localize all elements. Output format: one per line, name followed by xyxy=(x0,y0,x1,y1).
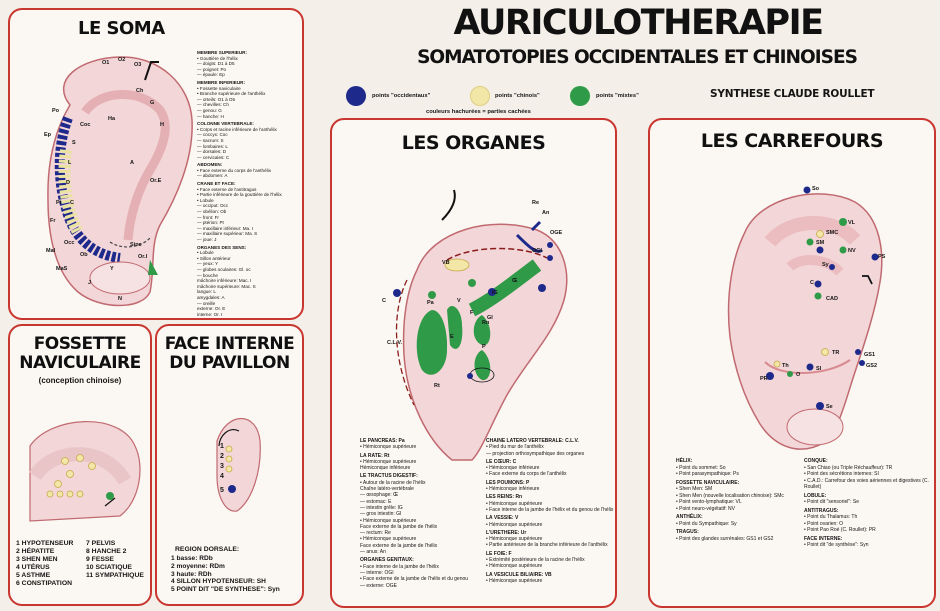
soma-ear-label: C xyxy=(70,200,74,206)
carrefours-legend-line: • Point neuro-végétatif: NV xyxy=(676,505,736,512)
organes-title: LES ORGANES xyxy=(401,132,546,154)
soma-legend-line: — chevilles: Ch xyxy=(197,102,229,108)
soma-legend-line: — bouche xyxy=(197,272,218,278)
legend-mixtes-dot xyxy=(570,86,590,106)
panel-carrefours xyxy=(648,118,936,608)
organes-legend-line: • Hémiconque supérieure xyxy=(486,500,543,507)
organes-legend-line: • Hémiconque supérieure xyxy=(486,536,543,543)
carrefours-legend-line: FACE INTERNE: xyxy=(804,535,843,542)
legend xyxy=(346,82,656,118)
soma-legend-line: MEMBRE SUPERIEUR: xyxy=(197,50,248,55)
fossette-item-line: 8 HANCHE 2 xyxy=(86,548,127,555)
soma-legend-line: • Sillon antérieur xyxy=(197,255,231,261)
organes-legend-line: — intestin grêle: IG xyxy=(360,504,403,511)
carrefours-col1 xyxy=(676,456,802,542)
soma-legend-line: — maxillaire inférieur: Ma. I xyxy=(197,225,253,231)
soma-ear-label: MaS xyxy=(56,266,68,272)
organes-legend-line: — anus: An xyxy=(360,549,386,556)
carrefours-title: LES CARREFOURS xyxy=(700,130,884,152)
organes-ear-label: VB xyxy=(442,260,450,266)
ear-number-2: 2 xyxy=(220,453,224,460)
soma-title: LE SOMA xyxy=(78,18,165,39)
carrefours-ear-label: GS1 xyxy=(864,352,876,358)
organes-legend-line: • Partie antérieure de la branche inférieure de l'anthélix xyxy=(486,542,608,549)
carrefours-ear-label: SMC xyxy=(826,230,839,236)
soma-legend-line: • Lobule xyxy=(197,197,214,203)
soma-ear-label: O3 xyxy=(134,62,142,68)
organes-legend-line: Hémiconque inférieure xyxy=(360,465,411,472)
carrefours-legend-line: • Point dit "de synthèse": Syn xyxy=(804,542,869,548)
soma-ear-label: A xyxy=(130,160,134,166)
soma-legend-line: — ptérion: Pt xyxy=(197,220,224,226)
soma-ear-label: Ob xyxy=(80,252,88,258)
carrefours-legend-line: • Point des glandes surrénales: GS1 et GS2 xyxy=(676,535,774,542)
soma-legend-line: — orteils: O1 à O5 xyxy=(197,96,236,102)
soma-legend-line: — hanche: H xyxy=(197,113,224,119)
ear-number-3: 3 xyxy=(220,463,224,470)
soma-legend-line: COLONNE VERTEBRALE: xyxy=(197,121,254,127)
soma-ear-label: H xyxy=(160,122,164,128)
soma-legend-line: — dorsales: D xyxy=(197,149,227,155)
organes-legend-line: • Face interne de la jambe de l'hélix xyxy=(360,563,439,570)
soma-legend-line: — cervicales: C xyxy=(197,154,230,160)
panel-soma xyxy=(8,8,304,320)
soma-ear-label: Occ xyxy=(64,240,75,246)
hatch-note: couleurs hachurées = parties cachées xyxy=(426,109,531,115)
author: SYNTHESE CLAUDE ROULLET xyxy=(710,88,875,100)
organes-legend-line: — projection orthosympathique des organes xyxy=(486,450,585,457)
carrefours-ear-label: Se xyxy=(826,404,833,410)
soma-ear-label: Or.E xyxy=(150,178,162,184)
ear-number-4: 4 xyxy=(220,473,224,480)
carrefours-legend-line: HÉLIX: xyxy=(676,458,693,464)
soma-legend-line: — coccyx: Coc xyxy=(197,132,228,138)
organes-ear-label: Pa xyxy=(427,300,434,306)
organes-legend-line: LES REINS: Rn xyxy=(486,494,523,501)
fossette-title-2: NAVICULAIRE xyxy=(19,353,141,373)
carrefours-legend-line: • Point des sécrétions internes: SI xyxy=(804,471,879,477)
soma-ear-label: Ha xyxy=(108,116,116,122)
carrefours-legend-line: • Shen Men (nouvelle localisation chinoise): SMc xyxy=(676,492,784,499)
carrefours-legend-line: • Point ovarien: O xyxy=(804,520,843,527)
carrefours-ear-illustration xyxy=(650,162,936,452)
legend-occidental-label: points "occidentaux" xyxy=(372,93,431,99)
carrefours-ear-label: PR xyxy=(760,376,768,382)
fossette-item-line: 10 SCIATIQUE xyxy=(86,564,132,571)
face-interne-item-line: 4 SILLON HYPOTENSEUR: SH xyxy=(171,578,266,586)
carrefours-legend-line: • San Chiao (ou Triple Réchauffeur): TR xyxy=(804,464,893,471)
soma-legend-line: — front: Fr xyxy=(197,214,219,220)
organes-ear-label: E xyxy=(450,334,454,340)
soma-legend-line: • Face externe du corps de l'anthélix xyxy=(197,167,271,173)
soma-legend-line: • Partie inférieure de la gouttière de l'hélix xyxy=(197,192,282,198)
carrefours-legend-line: • Point Pao Roé (C. Roullet): PR xyxy=(804,527,876,533)
face-interne-list xyxy=(171,555,304,594)
carrefours-legend-line: ANTITRAGUS: xyxy=(804,507,839,514)
soma-ear-label: Ch xyxy=(136,88,144,94)
organes-legend-line: LA RATE: Rt xyxy=(360,452,390,459)
face-interne-item-line: 3 haute: RDh xyxy=(171,570,212,578)
fossette-item-line: 6 CONSTIPATION xyxy=(16,580,73,587)
organes-legend-line: • Hémiconque supérieure xyxy=(360,458,417,465)
organes-legend-line: ORGANES GENITAUX: xyxy=(360,557,414,564)
soma-legend-line: — globes oculaires: Gl. oc xyxy=(197,266,251,272)
soma-ear-label: O2 xyxy=(118,57,126,63)
organes-legend-line: • Autour de la racine de l'hélix xyxy=(360,479,426,486)
organes-ear-label: P xyxy=(482,344,486,350)
organes-legend-line: Face externe de la jambe de l'hélix xyxy=(360,523,438,530)
ear-number-5: 5 xyxy=(220,487,224,494)
main-subtitle: SOMATOTOPIES OCCIDENTALES ET CHINOISES xyxy=(417,47,857,68)
soma-legend-line: • Gouttière de l'hélix xyxy=(197,55,238,61)
carrefours-legend-line: • Shen Men: SM xyxy=(676,486,713,492)
carrefours-ear-label: SI xyxy=(816,366,822,372)
face-interne-illustration xyxy=(157,401,304,531)
face-interne-ear-numbers xyxy=(220,442,224,496)
organes-legend-line: • Hémiconque supérieure xyxy=(360,444,417,451)
organes-ear-label: OGE xyxy=(550,230,563,236)
soma-legend-line: mâchoire inférieure: Mac. I xyxy=(197,278,252,284)
organes-ear-label: C.L.V. xyxy=(387,340,403,346)
region-dorsale-title: REGION DORSALE: xyxy=(175,546,240,553)
organes-legend-line: • Hémiconque inférieure xyxy=(486,486,540,493)
organes-ear-label: OGI xyxy=(532,248,543,254)
soma-legend-line: • Lobule xyxy=(197,250,214,256)
carrefours-legend-line: • C.A.D.: Carrefour des voies aériennes et digestives (C. Roullet) xyxy=(804,477,929,490)
organes-legend-line: LES POUMONS: P xyxy=(486,479,530,486)
soma-ear-label: Coc xyxy=(80,122,91,128)
soma-ear-label: N xyxy=(118,296,122,302)
carrefours-legend-line: • Point du Sympathique: Sy xyxy=(676,520,737,527)
organes-legend-line: — externe: OGE xyxy=(360,582,397,589)
soma-legend-line: ABDOMEN: xyxy=(197,162,223,168)
carrefours-legend-line: ANTHÉLIX: xyxy=(676,514,703,520)
fossette-title-1: FOSSETTE xyxy=(33,334,127,354)
panel-fossette xyxy=(8,324,152,606)
soma-legend-line: — sacrum: S xyxy=(197,137,224,143)
carrefours-ear-label: Th xyxy=(782,363,789,369)
soma-legend-line: • Branche supérieure de l'anthélix xyxy=(197,91,266,97)
organes-col2 xyxy=(486,436,614,584)
soma-legend-line: externe: Or. E xyxy=(197,306,226,312)
fossette-subtitle: (conception chinoise) xyxy=(38,376,122,385)
carrefours-ear-label: SM xyxy=(816,240,825,246)
legend-occidental-dot xyxy=(346,86,366,106)
soma-legend-line: CRANE ET FACE: xyxy=(197,181,236,187)
organes-legend-line: • Face externe de la jambe de l'hélix et du genou xyxy=(360,576,469,583)
fossette-list-2 xyxy=(86,540,152,580)
carrefours-ear-label: O xyxy=(796,372,801,378)
fossette-illustration xyxy=(10,406,152,536)
organes-legend-line: • Hémiconque supérieure xyxy=(360,517,417,524)
soma-ear-label: Or.I xyxy=(138,254,148,260)
soma-ear-label: S xyxy=(72,140,76,146)
soma-legend-line: — genou: G xyxy=(197,107,222,113)
legend-chinois-label: points "chinois" xyxy=(495,93,540,99)
organes-legend-line: LE TRACTUS DIGESTIF: xyxy=(360,473,418,480)
organes-legend-line: • Hémiconque supérieure xyxy=(486,563,543,570)
organes-ear-label: V xyxy=(457,298,461,304)
organes-legend-line: L'URETHERE: Ur xyxy=(486,529,527,536)
panel-face-interne xyxy=(155,324,304,606)
organes-col1 xyxy=(360,436,488,589)
fossette-item-line: 11 SYMPATHIQUE xyxy=(86,572,144,579)
organes-ear-label: Rn xyxy=(482,320,490,326)
soma-legend-line: MEMBRE INFERIEUR: xyxy=(197,79,245,85)
fossette-item-line: 7 PELVIS xyxy=(86,540,116,547)
face-interne-item-line: 1 basse: RDb xyxy=(171,555,213,562)
organes-legend-line: • Hémiconque supérieure xyxy=(486,577,543,584)
soma-legend-line: — abdomen: A xyxy=(197,173,228,179)
organes-legend-line: • Extrémité postérieure de la racine de l'hélix xyxy=(486,557,585,564)
soma-legend-line: — poignet: Po xyxy=(197,66,227,72)
soma-legend-line: ORGANES DES SENS: xyxy=(197,244,247,250)
panel-organes xyxy=(330,118,617,608)
fossette-item-line: 4 UTÉRUS xyxy=(16,564,50,571)
soma-legend-line: — obélion: Ob xyxy=(197,209,227,215)
soma-legend-line: mâchoire supérieure: Mac. S xyxy=(197,283,256,289)
organes-legend-line: LA VESICULE BILIAIRE: VB xyxy=(486,571,552,578)
soma-ear-label: Ep xyxy=(44,132,52,138)
organes-legend-line: • Face externe du corps de l'anthélix xyxy=(486,471,567,478)
fossette-item-line: 5 ASTHME xyxy=(16,572,51,579)
organes-legend-line: LE FOIE: F xyxy=(486,550,512,557)
organes-legend-line: — œsophage: Œ xyxy=(360,492,399,499)
soma-legend-line: — épaule: Ep xyxy=(197,72,225,78)
soma-legend-line: — nez: N xyxy=(197,317,217,320)
organes-legend-line: • Hémiconque inférieure xyxy=(486,465,540,472)
soma-ear-label: Fr xyxy=(50,218,56,224)
carrefours-legend-line: • Point du Thalamus: Th xyxy=(804,514,858,520)
soma-ear-label: D xyxy=(66,180,70,186)
soma-legend-line: — occiput: Occ xyxy=(197,203,229,209)
face-interne-item-line: 2 moyenne: RDm xyxy=(171,562,225,570)
soma-legend-line: — oreille xyxy=(197,300,216,306)
fossette-list-1 xyxy=(16,540,88,588)
organes-legend-line: • Hémiconque supérieure xyxy=(360,536,417,543)
carrefours-legend-line: • Point parasympathique: Ps xyxy=(676,471,739,477)
carrefours-legend-line: • Point du sommet: So xyxy=(676,464,726,471)
legend-chinois-dot xyxy=(470,86,490,106)
soma-ear-label: G xyxy=(150,100,155,106)
main-title: AURICULOTHERAPIE xyxy=(453,3,823,43)
soma-legend-line: — maxillaire supérieur: Ma. S xyxy=(197,231,258,237)
organes-legend-line: Chaîne latéro-vertébrale xyxy=(360,486,414,493)
carrefours-legend-line: TRAGUS: xyxy=(676,529,699,535)
carrefours-ear-label: C xyxy=(810,280,814,286)
legend-mixtes-label: points "mixtes" xyxy=(596,93,639,99)
soma-ear-label: L xyxy=(68,160,72,166)
organes-legend-line: LA VESSIE: V xyxy=(486,515,519,522)
organes-ear-label: GI xyxy=(487,315,493,321)
soma-legend-line: langue: L xyxy=(197,289,216,295)
carrefours-ear-label: VL xyxy=(848,220,856,226)
organes-ear-label: IG xyxy=(492,290,498,296)
soma-ear-label: O1 xyxy=(102,60,110,66)
organes-legend-line: Face externe de la jambe de l'hélix xyxy=(360,542,438,549)
carrefours-ear-label: Sy xyxy=(822,262,829,268)
organes-legend-line: LE CŒUR: C xyxy=(486,458,517,465)
organes-ear-illustration xyxy=(332,160,617,460)
organes-ear-label: Re xyxy=(532,200,540,206)
organes-ear-label: Œ xyxy=(512,278,518,284)
carrefours-legend-line: LOBULE: xyxy=(804,492,827,499)
soma-ear-label: J xyxy=(88,280,92,286)
fossette-item-line: 9 FESSE xyxy=(86,556,114,563)
soma-legend-line: — joue: J xyxy=(197,237,217,242)
organes-legend-line: • Pied du mur de l'anthélix xyxy=(486,444,544,451)
carrefours-legend-line: FOSSETTE NAVICULAIRE: xyxy=(676,479,740,486)
face-interne-item-line: 5 POINT DIT "DE SYNTHESE": Syn xyxy=(171,586,280,594)
soma-legend-line: interne: Or. I xyxy=(197,311,223,317)
organes-legend-line: LE PANCREAS: Pa xyxy=(360,438,405,444)
organes-legend-line: — gros intestin: GI xyxy=(360,511,402,518)
organes-legend-line: • Face interne de la jambe de l'hélix et du genou de l'hélix xyxy=(486,506,614,513)
organes-ear-label: C xyxy=(382,298,386,304)
soma-legend-line: • Fossette naviculaire xyxy=(197,85,241,91)
carrefours-ear-label: NV xyxy=(848,248,856,254)
organes-legend-line: — rectum: Re xyxy=(360,530,391,537)
soma-legend-line: — lombaires: L xyxy=(197,143,228,149)
carrefours-ear-label: TR xyxy=(832,350,840,356)
organes-legend-line: CHAINE LATERO VERTEBRALE: C.L.V. xyxy=(486,438,579,444)
carrefours-ear-label: CAD xyxy=(826,296,838,302)
ear-number-1: 1 xyxy=(220,443,224,450)
face-interne-title-1: FACE INTERNE xyxy=(164,334,295,354)
fossette-item-line: 2 HÉPATITE xyxy=(16,548,55,555)
soma-legend-line: • Face externe de l'antitragus xyxy=(197,186,257,192)
fossette-item-line: 1 HYPOTENSEUR xyxy=(16,540,74,547)
organes-ear-label: F xyxy=(470,310,474,316)
organes-legend-line: — estomac: E xyxy=(360,498,392,505)
organes-ear-label: An xyxy=(542,210,550,216)
soma-ear-label: Po xyxy=(52,108,60,114)
soma-ear-label: Sinc xyxy=(130,242,142,248)
carrefours-legend-line: • Point dit "sensoriel": Se xyxy=(804,499,860,505)
soma-legend-line: — doigts: D1 à D5 xyxy=(197,61,235,67)
carrefours-ear-label: GS2 xyxy=(866,363,878,369)
soma-legend xyxy=(197,48,303,320)
carrefours-legend-line: CONQUE: xyxy=(804,458,828,464)
carrefours-col2 xyxy=(804,456,934,549)
carrefours-ear-label: So xyxy=(812,186,820,192)
carrefours-ear-label: PS xyxy=(878,254,886,260)
fossette-item-line: 3 SHEN MEN xyxy=(16,556,58,563)
soma-legend-line: — yeux: Y xyxy=(197,261,219,267)
soma-ear-label: Y xyxy=(110,266,114,272)
soma-ear-label: Pt xyxy=(56,200,62,206)
organes-ear-label: Rt xyxy=(434,383,440,389)
soma-legend-line: amygdales: A xyxy=(197,294,225,300)
soma-ear-label: MaI xyxy=(46,248,56,254)
soma-legend-line: • Corps et racine inférieure de l'anthélix xyxy=(197,126,277,132)
organes-legend-line: — interne: OGI xyxy=(360,569,394,576)
organes-legend-line: • Hémiconque supérieure xyxy=(486,521,543,528)
face-interne-title-2: DU PAVILLON xyxy=(169,353,290,373)
carrefours-legend-line: • Point vento-lymphatique: VL xyxy=(676,499,742,505)
